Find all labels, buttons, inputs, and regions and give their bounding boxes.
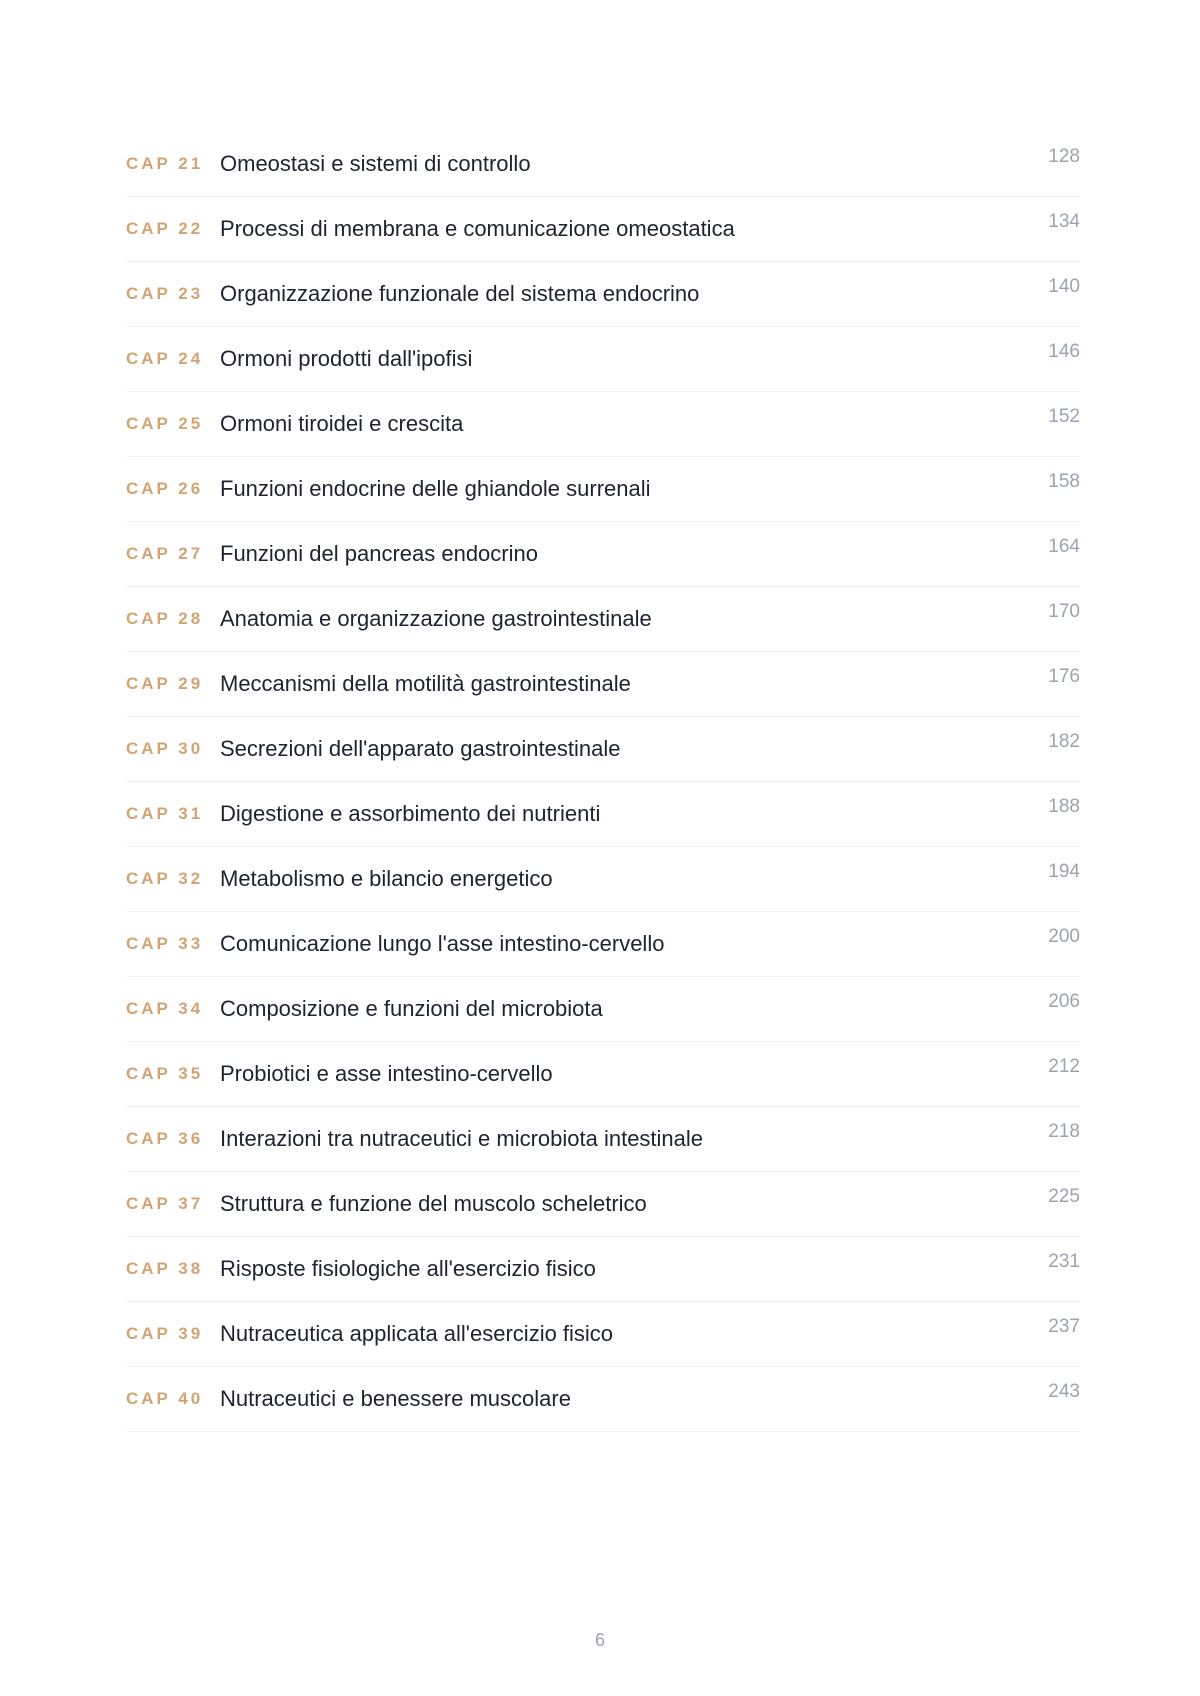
chapter-title: Metabolismo e bilancio energetico	[220, 866, 553, 891]
toc-row[interactable]	[126, 1237, 1080, 1302]
chapter-label: CAP 32	[126, 869, 204, 888]
chapter-title: Processi di membrana e comunicazione omeostatica	[220, 216, 735, 241]
chapter-label: CAP 29	[126, 674, 204, 693]
chapter-label: CAP 30	[126, 739, 204, 758]
chapter-label: CAP 34	[126, 999, 204, 1018]
chapter-page-number: 128	[1048, 146, 1080, 167]
chapter-title: Nutraceutica applicata all'esercizio fisico	[220, 1321, 614, 1346]
toc-row[interactable]	[126, 132, 1080, 197]
chapter-page-number: 218	[1048, 1121, 1080, 1142]
chapter-title: Nutraceutici e benessere muscolare	[220, 1386, 571, 1411]
chapter-title: Secrezioni dell'apparato gastrointestinale	[220, 736, 621, 761]
chapter-label: CAP 23	[126, 284, 204, 303]
toc-row[interactable]	[126, 717, 1080, 782]
chapter-page-number: 188	[1048, 796, 1080, 817]
chapter-label: CAP 21	[126, 154, 204, 173]
chapter-page-number: 206	[1048, 991, 1080, 1012]
chapter-title: Interazioni tra nutraceutici e microbiota intestinale	[220, 1126, 704, 1151]
chapter-page-number: 212	[1048, 1056, 1080, 1077]
chapter-label: CAP 37	[126, 1194, 204, 1213]
chapter-label: CAP 25	[126, 414, 204, 433]
chapter-title: Funzioni del pancreas endocrino	[220, 541, 538, 566]
toc-row[interactable]	[126, 197, 1080, 262]
chapter-page-number: 200	[1048, 926, 1080, 947]
chapter-page-number: 225	[1048, 1186, 1080, 1207]
chapter-label: CAP 22	[126, 219, 204, 238]
toc-row[interactable]	[126, 652, 1080, 717]
toc-row[interactable]	[126, 847, 1080, 912]
chapter-page-number: 237	[1048, 1316, 1080, 1337]
chapter-label: CAP 36	[126, 1129, 204, 1148]
chapter-title: Comunicazione lungo l'asse intestino-cervello	[220, 931, 665, 956]
chapter-title: Composizione e funzioni del microbiota	[220, 996, 603, 1021]
chapter-label: CAP 26	[126, 479, 204, 498]
chapter-label: CAP 39	[126, 1324, 204, 1343]
chapter-label: CAP 40	[126, 1389, 204, 1408]
chapter-title: Struttura e funzione del muscolo scheletrico	[220, 1191, 647, 1216]
chapter-label: CAP 27	[126, 544, 204, 563]
toc-row[interactable]	[126, 1042, 1080, 1107]
chapter-label: CAP 38	[126, 1259, 204, 1278]
chapter-page-number: 146	[1048, 341, 1080, 362]
chapter-page-number: 243	[1048, 1381, 1080, 1402]
toc-row[interactable]	[126, 1302, 1080, 1367]
chapter-title: Meccanismi della motilità gastrointestinale	[220, 671, 631, 696]
chapter-title: Organizzazione funzionale del sistema endocrino	[220, 281, 700, 306]
chapter-title: Anatomia e organizzazione gastrointestinale	[220, 606, 652, 631]
chapter-label: CAP 33	[126, 934, 204, 953]
chapter-page-number: 134	[1048, 211, 1080, 232]
chapter-label: CAP 24	[126, 349, 204, 368]
chapter-page-number: 140	[1048, 276, 1080, 297]
toc-row[interactable]	[126, 782, 1080, 847]
toc-row[interactable]	[126, 912, 1080, 977]
chapter-label: CAP 28	[126, 609, 204, 628]
toc-row[interactable]	[126, 327, 1080, 392]
chapter-page-number: 170	[1048, 601, 1080, 622]
chapter-title: Ormoni prodotti dall'ipofisi	[220, 346, 473, 371]
toc-row[interactable]	[126, 977, 1080, 1042]
chapter-label: CAP 31	[126, 804, 204, 823]
chapter-page-number: 164	[1048, 536, 1080, 557]
toc-row[interactable]	[126, 392, 1080, 457]
chapter-title: Digestione e assorbimento dei nutrienti	[220, 801, 601, 826]
toc-row[interactable]	[126, 457, 1080, 522]
toc-row[interactable]	[126, 522, 1080, 587]
page-number-footer: 6	[594, 1630, 605, 1650]
chapter-label: CAP 35	[126, 1064, 204, 1083]
chapter-title: Funzioni endocrine delle ghiandole surrenali	[220, 476, 651, 501]
toc-row[interactable]	[126, 1107, 1080, 1172]
chapter-page-number: 176	[1048, 666, 1080, 687]
chapter-title: Risposte fisiologiche all'esercizio fisico	[220, 1256, 596, 1281]
toc-row[interactable]	[126, 262, 1080, 327]
table-of-contents	[126, 132, 1080, 1432]
toc-row[interactable]	[126, 1367, 1080, 1432]
chapter-page-number: 158	[1048, 471, 1080, 492]
chapter-title: Probiotici e asse intestino-cervello	[220, 1061, 553, 1086]
toc-row[interactable]	[126, 1172, 1080, 1237]
chapter-page-number: 194	[1048, 861, 1080, 882]
chapter-title: Ormoni tiroidei e crescita	[220, 411, 464, 436]
chapter-title: Omeostasi e sistemi di controllo	[220, 151, 531, 176]
toc-row[interactable]	[126, 587, 1080, 652]
chapter-page-number: 182	[1048, 731, 1080, 752]
chapter-page-number: 231	[1048, 1251, 1080, 1272]
chapter-page-number: 152	[1048, 406, 1080, 427]
